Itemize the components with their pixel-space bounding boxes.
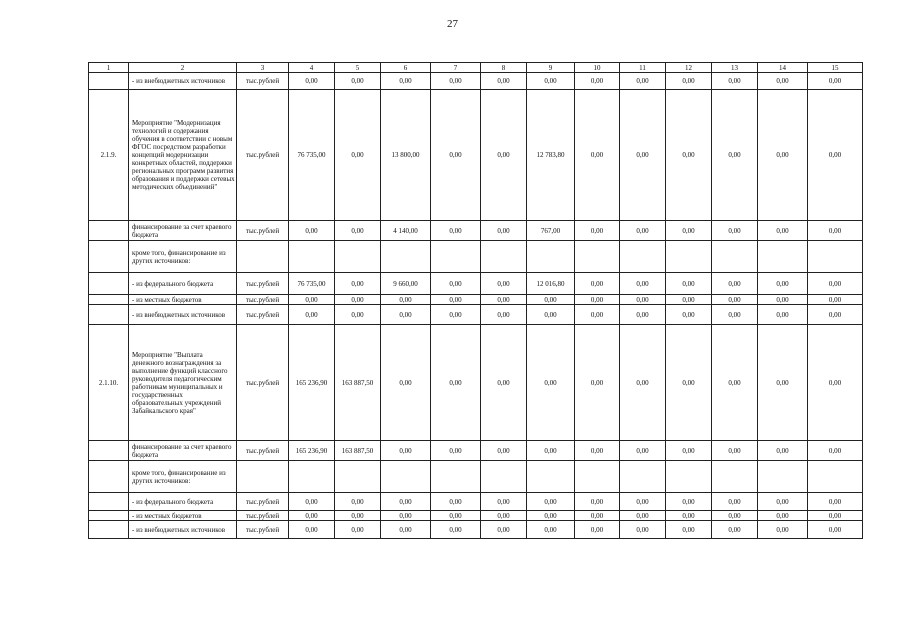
- value-cell: [527, 241, 575, 273]
- value-cell: [481, 461, 527, 493]
- value-cell: 0,00: [575, 295, 620, 305]
- value-cell: 0,00: [481, 305, 527, 325]
- value-cell: 0,00: [335, 273, 381, 295]
- value-cell: 0,00: [481, 493, 527, 511]
- value-cell: 0,00: [575, 221, 620, 241]
- value-cell: 0,00: [712, 521, 758, 539]
- value-cell: 0,00: [289, 305, 335, 325]
- value-cell: 0,00: [712, 295, 758, 305]
- column-number-cell: 9: [527, 63, 575, 73]
- unit-cell: тыс.рублей: [237, 221, 289, 241]
- value-cell: 0,00: [666, 73, 712, 90]
- value-cell: 0,00: [620, 441, 666, 461]
- value-cell: 0,00: [712, 305, 758, 325]
- value-cell: 0,00: [758, 73, 808, 90]
- value-cell: 0,00: [620, 295, 666, 305]
- value-cell: 0,00: [575, 511, 620, 521]
- value-cell: 0,00: [808, 273, 863, 295]
- value-cell: 0,00: [575, 273, 620, 295]
- value-cell: 0,00: [527, 441, 575, 461]
- unit-cell: тыс.рублей: [237, 73, 289, 90]
- column-number-cell: 14: [758, 63, 808, 73]
- row-id-cell: [89, 521, 129, 539]
- value-cell: 0,00: [666, 305, 712, 325]
- value-cell: 767,00: [527, 221, 575, 241]
- unit-cell: тыс.рублей: [237, 521, 289, 539]
- value-cell: 0,00: [758, 305, 808, 325]
- value-cell: 0,00: [527, 295, 575, 305]
- value-cell: 0,00: [381, 305, 431, 325]
- value-cell: [666, 461, 712, 493]
- value-cell: 0,00: [431, 73, 481, 90]
- value-cell: [381, 461, 431, 493]
- value-cell: [431, 241, 481, 273]
- row-description-cell: - из внебюджетных источников: [129, 305, 237, 325]
- value-cell: [335, 461, 381, 493]
- value-cell: 0,00: [481, 521, 527, 539]
- value-cell: 0,00: [758, 273, 808, 295]
- column-number-cell: 5: [335, 63, 381, 73]
- column-number-cell: 12: [666, 63, 712, 73]
- value-cell: 0,00: [666, 521, 712, 539]
- value-cell: 0,00: [289, 493, 335, 511]
- value-cell: 0,00: [620, 273, 666, 295]
- value-cell: [712, 241, 758, 273]
- value-cell: 0,00: [527, 73, 575, 90]
- value-cell: 0,00: [666, 441, 712, 461]
- value-cell: 12 783,80: [527, 90, 575, 221]
- unit-cell: тыс.рублей: [237, 90, 289, 221]
- value-cell: 163 887,50: [335, 441, 381, 461]
- value-cell: 0,00: [481, 325, 527, 441]
- value-cell: 0,00: [335, 521, 381, 539]
- value-cell: 0,00: [758, 511, 808, 521]
- column-number-cell: 7: [431, 63, 481, 73]
- value-cell: [712, 461, 758, 493]
- value-cell: 0,00: [381, 521, 431, 539]
- table-row: [89, 273, 863, 295]
- value-cell: 0,00: [431, 441, 481, 461]
- row-description-cell: - из местных бюджетов: [129, 295, 237, 305]
- value-cell: 13 800,00: [381, 90, 431, 221]
- row-description-cell: - из федерального бюджета: [129, 493, 237, 511]
- column-number-cell: 3: [237, 63, 289, 73]
- row-id-cell: [89, 73, 129, 90]
- row-id-cell: [89, 305, 129, 325]
- value-cell: 0,00: [620, 221, 666, 241]
- table-row: [89, 325, 863, 441]
- value-cell: 0,00: [431, 305, 481, 325]
- table-row: [89, 511, 863, 521]
- row-description-cell: - из местных бюджетов: [129, 511, 237, 521]
- value-cell: 0,00: [381, 295, 431, 305]
- unit-cell: [237, 461, 289, 493]
- value-cell: 0,00: [758, 493, 808, 511]
- value-cell: 0,00: [758, 521, 808, 539]
- value-cell: 0,00: [808, 441, 863, 461]
- column-number-cell: 6: [381, 63, 431, 73]
- page-number: 27: [447, 18, 458, 30]
- unit-cell: тыс.рублей: [237, 305, 289, 325]
- table-row: [89, 221, 863, 241]
- value-cell: 0,00: [481, 221, 527, 241]
- value-cell: 0,00: [431, 273, 481, 295]
- value-cell: [620, 241, 666, 273]
- value-cell: 0,00: [527, 305, 575, 325]
- row-description-cell: - из федерального бюджета: [129, 273, 237, 295]
- value-cell: 0,00: [712, 90, 758, 221]
- table-header-row: [89, 63, 863, 73]
- row-id-cell: [89, 511, 129, 521]
- value-cell: 0,00: [289, 221, 335, 241]
- value-cell: 0,00: [808, 221, 863, 241]
- value-cell: 0,00: [431, 493, 481, 511]
- table-row: [89, 241, 863, 273]
- value-cell: 0,00: [575, 305, 620, 325]
- value-cell: 0,00: [620, 325, 666, 441]
- value-cell: 0,00: [335, 493, 381, 511]
- value-cell: 0,00: [758, 325, 808, 441]
- row-id-cell: [89, 273, 129, 295]
- budget-table: [88, 62, 863, 539]
- value-cell: 0,00: [527, 325, 575, 441]
- row-description-cell: Мероприятие "Модернизация технологий и содержания обучения в соответствии с новым ФГОС посредством разработки концепций модернизации конкретных областей, поддержки региональных программ развития образования и поддержки сетевых методических объединений": [129, 90, 237, 221]
- table-row: [89, 73, 863, 90]
- value-cell: 0,00: [808, 73, 863, 90]
- value-cell: [481, 241, 527, 273]
- table-row: [89, 521, 863, 539]
- value-cell: 0,00: [431, 295, 481, 305]
- value-cell: 9 660,00: [381, 273, 431, 295]
- value-cell: [808, 241, 863, 273]
- value-cell: 0,00: [808, 305, 863, 325]
- value-cell: 0,00: [381, 441, 431, 461]
- value-cell: 0,00: [575, 325, 620, 441]
- value-cell: 0,00: [431, 221, 481, 241]
- value-cell: 0,00: [666, 273, 712, 295]
- unit-cell: тыс.рублей: [237, 441, 289, 461]
- row-description-cell: кроме того, финансирование из других источников:: [129, 241, 237, 273]
- value-cell: 0,00: [666, 90, 712, 221]
- column-number-cell: 10: [575, 63, 620, 73]
- value-cell: 0,00: [381, 325, 431, 441]
- value-cell: 0,00: [575, 521, 620, 539]
- value-cell: 0,00: [808, 295, 863, 305]
- value-cell: 0,00: [381, 73, 431, 90]
- value-cell: 0,00: [808, 90, 863, 221]
- value-cell: 0,00: [431, 325, 481, 441]
- value-cell: 0,00: [758, 221, 808, 241]
- value-cell: [335, 241, 381, 273]
- row-id-cell: [89, 441, 129, 461]
- value-cell: 0,00: [712, 73, 758, 90]
- column-number-cell: 11: [620, 63, 666, 73]
- column-number-cell: 4: [289, 63, 335, 73]
- value-cell: 0,00: [758, 441, 808, 461]
- value-cell: 165 236,90: [289, 441, 335, 461]
- value-cell: 0,00: [527, 511, 575, 521]
- value-cell: [575, 461, 620, 493]
- value-cell: 0,00: [808, 521, 863, 539]
- value-cell: [808, 461, 863, 493]
- row-description-cell: - из внебюджетных источников: [129, 521, 237, 539]
- value-cell: 0,00: [666, 295, 712, 305]
- value-cell: 0,00: [666, 325, 712, 441]
- value-cell: 12 016,80: [527, 273, 575, 295]
- value-cell: [575, 241, 620, 273]
- value-cell: 0,00: [289, 295, 335, 305]
- column-number-cell: 15: [808, 63, 863, 73]
- value-cell: 0,00: [289, 511, 335, 521]
- row-description-cell: финансирование за счет краевого бюджета: [129, 441, 237, 461]
- value-cell: [289, 461, 335, 493]
- value-cell: 0,00: [335, 305, 381, 325]
- value-cell: 0,00: [527, 521, 575, 539]
- row-id-cell: 2.1.9.: [89, 90, 129, 221]
- value-cell: 0,00: [431, 90, 481, 221]
- value-cell: 0,00: [808, 511, 863, 521]
- table-row: [89, 493, 863, 511]
- value-cell: 0,00: [335, 511, 381, 521]
- value-cell: 0,00: [481, 273, 527, 295]
- value-cell: [758, 461, 808, 493]
- value-cell: 0,00: [335, 295, 381, 305]
- table-row: [89, 461, 863, 493]
- value-cell: 0,00: [666, 493, 712, 511]
- value-cell: 0,00: [712, 273, 758, 295]
- value-cell: 0,00: [335, 90, 381, 221]
- value-cell: 0,00: [808, 325, 863, 441]
- value-cell: 0,00: [620, 511, 666, 521]
- value-cell: 0,00: [620, 73, 666, 90]
- value-cell: 0,00: [620, 90, 666, 221]
- value-cell: 0,00: [712, 493, 758, 511]
- unit-cell: тыс.рублей: [237, 295, 289, 305]
- value-cell: 0,00: [481, 73, 527, 90]
- value-cell: 0,00: [620, 521, 666, 539]
- value-cell: 0,00: [575, 73, 620, 90]
- value-cell: [381, 241, 431, 273]
- column-number-cell: 1: [89, 63, 129, 73]
- column-number-cell: 13: [712, 63, 758, 73]
- table-row: [89, 441, 863, 461]
- value-cell: 0,00: [575, 493, 620, 511]
- value-cell: 0,00: [575, 441, 620, 461]
- value-cell: 0,00: [712, 441, 758, 461]
- value-cell: 0,00: [481, 295, 527, 305]
- unit-cell: тыс.рублей: [237, 325, 289, 441]
- unit-cell: [237, 241, 289, 273]
- value-cell: 76 735,00: [289, 90, 335, 221]
- value-cell: 0,00: [758, 295, 808, 305]
- row-description-cell: - из внебюджетных источников: [129, 73, 237, 90]
- row-id-cell: 2.1.10.: [89, 325, 129, 441]
- unit-cell: тыс.рублей: [237, 511, 289, 521]
- value-cell: 0,00: [481, 511, 527, 521]
- value-cell: 0,00: [620, 305, 666, 325]
- value-cell: [431, 461, 481, 493]
- value-cell: 0,00: [527, 493, 575, 511]
- value-cell: [758, 241, 808, 273]
- column-number-cell: 8: [481, 63, 527, 73]
- value-cell: 165 236,90: [289, 325, 335, 441]
- unit-cell: тыс.рублей: [237, 273, 289, 295]
- value-cell: 0,00: [666, 221, 712, 241]
- value-cell: 76 735,00: [289, 273, 335, 295]
- table-row: [89, 295, 863, 305]
- value-cell: [289, 241, 335, 273]
- value-cell: 0,00: [335, 73, 381, 90]
- value-cell: 0,00: [712, 221, 758, 241]
- table-row: [89, 90, 863, 221]
- row-id-cell: [89, 461, 129, 493]
- value-cell: 0,00: [335, 221, 381, 241]
- column-number-cell: 2: [129, 63, 237, 73]
- row-id-cell: [89, 295, 129, 305]
- value-cell: 0,00: [431, 521, 481, 539]
- value-cell: [527, 461, 575, 493]
- value-cell: [620, 461, 666, 493]
- value-cell: 163 887,50: [335, 325, 381, 441]
- value-cell: 0,00: [431, 511, 481, 521]
- row-description-cell: Мероприятие "Выплата денежного вознаграждения за выполнение функций классного руководителя педагогическим работникам муниципальных и государственных образовательных учреждений Забайкальского края": [129, 325, 237, 441]
- value-cell: 0,00: [758, 90, 808, 221]
- row-description-cell: финансирование за счет краевого бюджета: [129, 221, 237, 241]
- value-cell: [666, 241, 712, 273]
- row-id-cell: [89, 241, 129, 273]
- value-cell: 0,00: [666, 511, 712, 521]
- row-description-cell: кроме того, финансирование из других источников:: [129, 461, 237, 493]
- value-cell: 0,00: [381, 493, 431, 511]
- value-cell: 0,00: [289, 521, 335, 539]
- row-id-cell: [89, 221, 129, 241]
- value-cell: 0,00: [481, 441, 527, 461]
- table-row: [89, 305, 863, 325]
- value-cell: 0,00: [808, 493, 863, 511]
- value-cell: 0,00: [381, 511, 431, 521]
- value-cell: 4 140,00: [381, 221, 431, 241]
- value-cell: 0,00: [712, 511, 758, 521]
- row-id-cell: [89, 493, 129, 511]
- value-cell: 0,00: [712, 325, 758, 441]
- value-cell: 0,00: [289, 73, 335, 90]
- value-cell: 0,00: [481, 90, 527, 221]
- unit-cell: тыс.рублей: [237, 493, 289, 511]
- value-cell: 0,00: [575, 90, 620, 221]
- value-cell: 0,00: [620, 493, 666, 511]
